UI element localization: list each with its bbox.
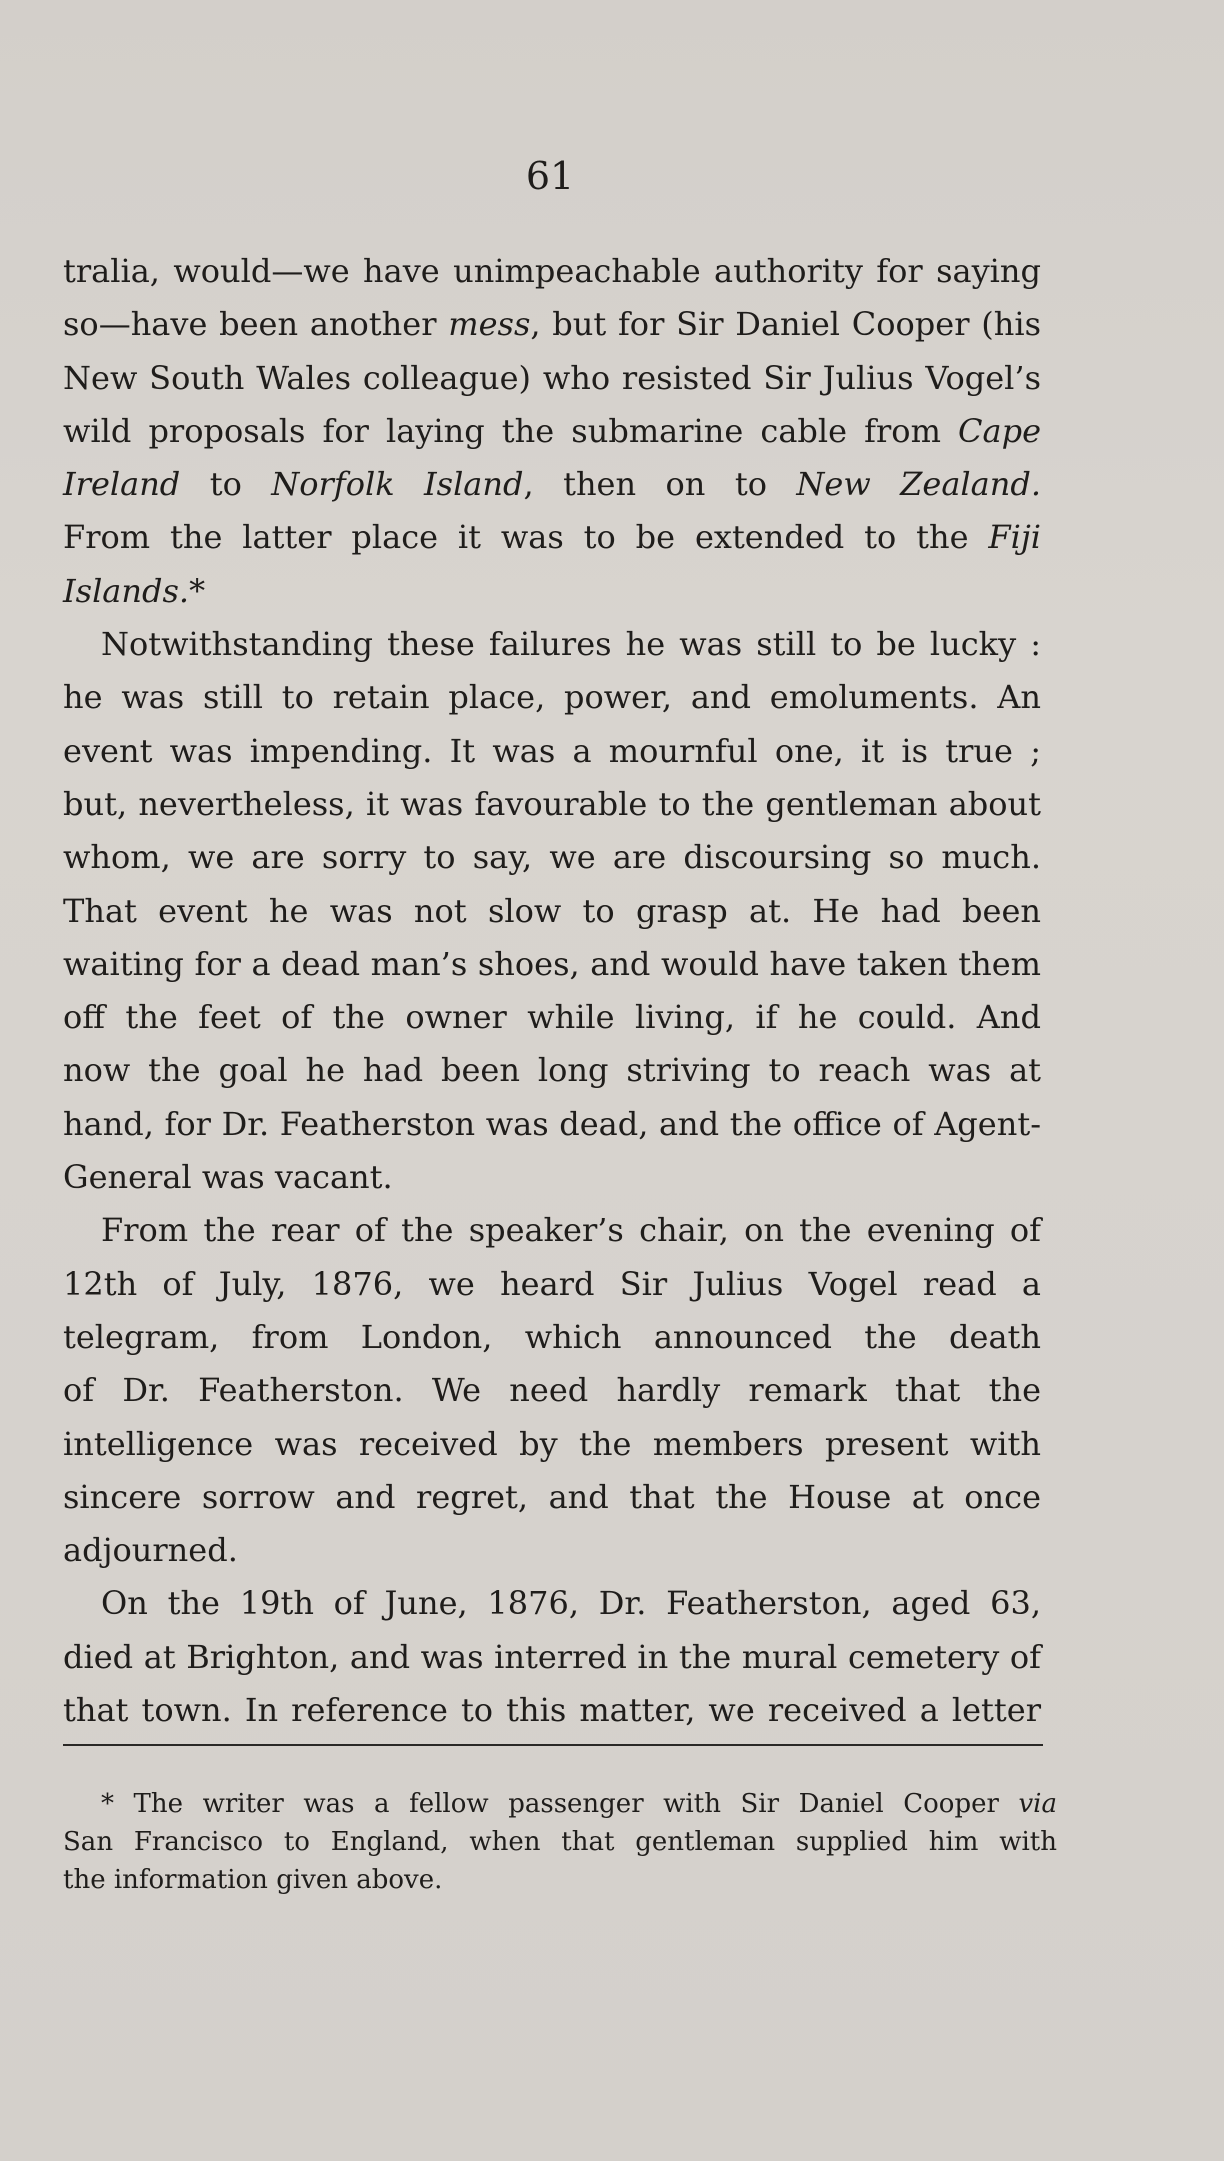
text-line: tralia, would—we have unimpeachable authority for saying xyxy=(63,252,1041,290)
text-line: he was still to retain place, power, and emoluments. An xyxy=(63,678,1041,717)
footnote-line: San Francisco to England, when that gentleman supplied him with xyxy=(63,1827,1057,1857)
text-line: now the goal he had been long striving to reach was at xyxy=(63,1051,1041,1090)
text-line: From the latter place it was to be extended to the Fiji xyxy=(63,518,1041,557)
text-line: off the feet of the owner while living, if he could. And xyxy=(63,998,1041,1037)
text-line: so—have been another mess, but for Sir Daniel Cooper (his xyxy=(63,305,1042,344)
text-line: whom, we are sorry to say, we are discoursing so much. xyxy=(63,838,1041,877)
text-line: Ireland to Norfolk Island, then on to New Zealand. xyxy=(63,465,1042,504)
body-text xyxy=(63,245,1041,1737)
footnote-divider xyxy=(63,1744,1043,1746)
text-line: 12th of July, 1876, we heard Sir Julius Vogel read a xyxy=(63,1264,1041,1303)
text-line: but, nevertheless, it was favourable to the gentleman about xyxy=(63,784,1041,823)
text-line: hand, for Dr. Featherston was dead, and the office of Agent- xyxy=(63,1104,1041,1143)
text-line: event was impending. It was a mournful one, it is true ; xyxy=(63,731,1041,770)
text-line: adjourned. xyxy=(63,1531,238,1570)
text-line: sincere sorrow and regret, and that the House at once xyxy=(63,1477,1041,1516)
text-line: General was vacant. xyxy=(63,1158,393,1197)
text-line: On the 19th of June, 1876, Dr. Featherston, aged 63, xyxy=(101,1584,1041,1623)
text-line: Notwithstanding these failures he was still to be lucky : xyxy=(101,625,1041,664)
text-line: waiting for a dead man’s shoes, and would have taken them xyxy=(63,944,1041,983)
footnote xyxy=(63,1785,1057,1899)
page-number: 61 xyxy=(525,154,575,198)
text-line: wild proposals for laying the submarine cable from Cape xyxy=(63,411,1041,450)
text-line: That event he was not slow to grasp at. He had been xyxy=(63,891,1041,930)
footnote-line: the information given above. xyxy=(63,1865,443,1895)
text-line: From the rear of the speaker’s chair, on the evening of xyxy=(101,1211,1041,1250)
text-line: intelligence was received by the members present with xyxy=(63,1424,1041,1463)
footnote-line: * The writer was a fellow passenger with Sir Daniel Cooper via xyxy=(101,1789,1057,1819)
text-line: of Dr. Featherston. We need hardly remark that the xyxy=(63,1371,1041,1410)
text-line: New South Wales colleague) who resisted Sir Julius Vogel’s xyxy=(63,358,1041,397)
text-line: died at Brighton, and was interred in the mural cemetery of xyxy=(63,1637,1041,1676)
text-line: Islands.* xyxy=(63,571,206,610)
text-line: that town. In reference to this matter, we received a letter xyxy=(63,1691,1041,1730)
text-line: telegram, from London, which announced the death xyxy=(63,1317,1041,1356)
